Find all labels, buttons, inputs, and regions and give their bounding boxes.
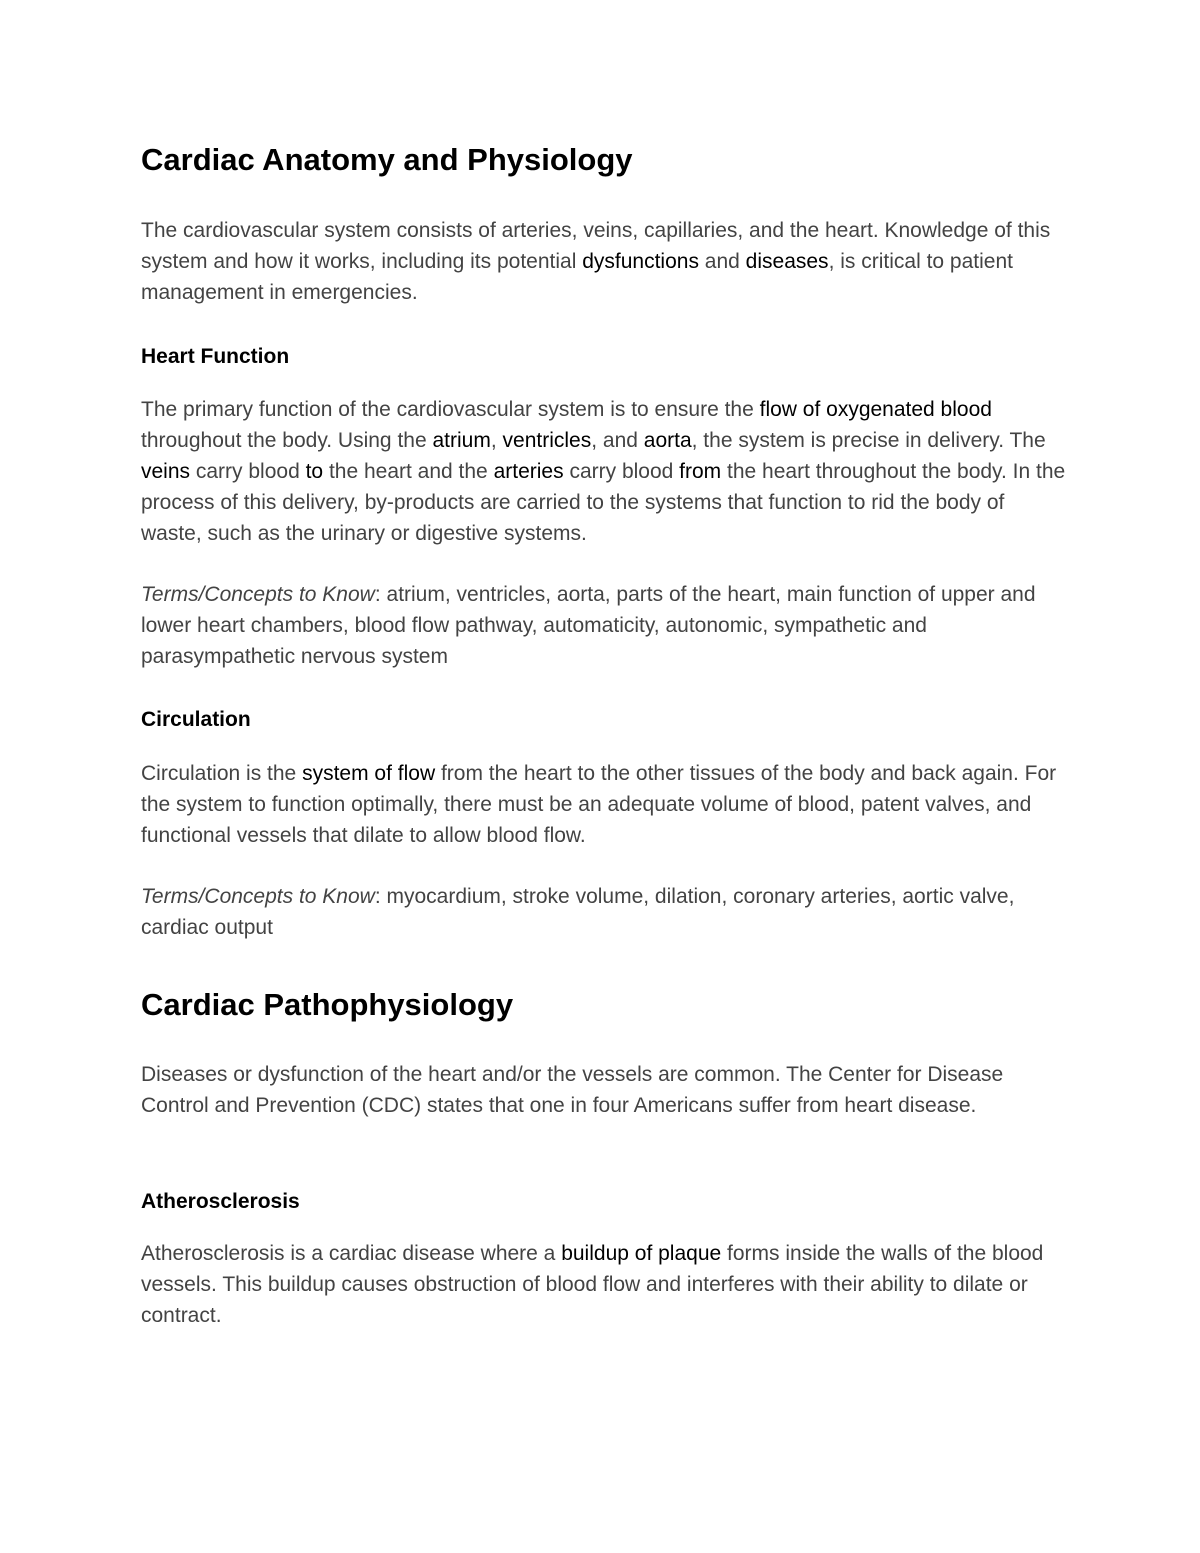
subsection-heading-heart-function: Heart Function [141, 345, 290, 368]
text-run: , the system is precise in delivery. The [691, 429, 1046, 452]
emphasized-term: arteries [493, 460, 564, 483]
anatomy-intro-paragraph [141, 215, 1066, 308]
terms-label: Terms/Concepts to Know [141, 885, 375, 908]
subsection-heading-circulation: Circulation [141, 708, 251, 731]
text-run: throughout the body. Using the [141, 429, 433, 452]
heart-function-paragraph [141, 394, 1066, 549]
emphasized-term: buildup of plaque [561, 1242, 722, 1265]
text-run: , and [591, 429, 644, 452]
text-run: from the heart to the other tissues of the body and back again. For the system to function optimally, there must be an adequate volume of blood, patent valves, and functional vessels that dilate to allow blood flow. [141, 762, 1057, 847]
circulation-paragraph [141, 758, 1066, 851]
emphasized-term: diseases [745, 250, 829, 273]
terms-list: : myocardium, stroke volume, dilation, coronary arteries, aortic valve, cardiac output [141, 885, 1015, 939]
text-run: Atherosclerosis is a cardiac disease where a [141, 1242, 562, 1265]
atherosclerosis-paragraph [141, 1238, 1066, 1331]
emphasized-term: ventricles [502, 429, 592, 452]
text-run: carry blood [563, 460, 680, 483]
heart-function-terms [141, 579, 1066, 672]
text-run: carry blood [190, 460, 306, 483]
emphasized-term: veins [141, 460, 191, 483]
terms-list: : atrium, ventricles, aorta, parts of the heart, main function of upper and lower heart chambers, blood flow pathway, automaticity, autonomic, sympathetic and parasympathetic nervous system [141, 583, 1036, 668]
circulation-terms [141, 881, 1066, 943]
text-run: forms inside the walls of the blood vessels. This buildup causes obstruction of blood flow and interferes with their ability to dilate or contract. [141, 1242, 1044, 1327]
text-run: The primary function of the cardiovascular system is to ensure the [141, 398, 760, 421]
text-run: The cardiovascular system consists of arteries, veins, capillaries, and the heart. Knowledge of this system and how it works, including its potential [141, 219, 1051, 273]
pathophysiology-intro-paragraph [141, 1059, 1066, 1121]
subsection-heading-atherosclerosis: Atherosclerosis [141, 1190, 300, 1213]
text-run: and [698, 250, 746, 273]
emphasized-term: system of flow [302, 762, 436, 785]
emphasized-term: flow of oxygenated blood [759, 398, 992, 421]
text-run: , [490, 429, 503, 452]
text-run: Circulation is the [141, 762, 303, 785]
text-run: the heart throughout the body. In the process of this delivery, by-products are carried to the systems that function to rid the body of waste, such as the urinary or digestive systems. [141, 460, 1066, 545]
emphasized-term: aorta [643, 429, 692, 452]
emphasized-term: atrium [432, 429, 491, 452]
section-title-anatomy: Cardiac Anatomy and Physiology [141, 142, 633, 177]
section-title-pathophysiology: Cardiac Pathophysiology [141, 987, 514, 1022]
text-run: the heart and the [323, 460, 494, 483]
emphasized-term: from [679, 460, 722, 483]
text-run: Diseases or dysfunction of the heart and/or the vessels are common. The Center for Disease Control and Prevention (CDC) states that one in four Americans suffer from heart disease. [141, 1063, 1004, 1117]
emphasized-term: dysfunctions [582, 250, 699, 273]
emphasized-term: to [305, 460, 324, 483]
text-run: , is critical to patient management in emergencies. [141, 250, 1013, 304]
terms-label: Terms/Concepts to Know [141, 583, 375, 606]
